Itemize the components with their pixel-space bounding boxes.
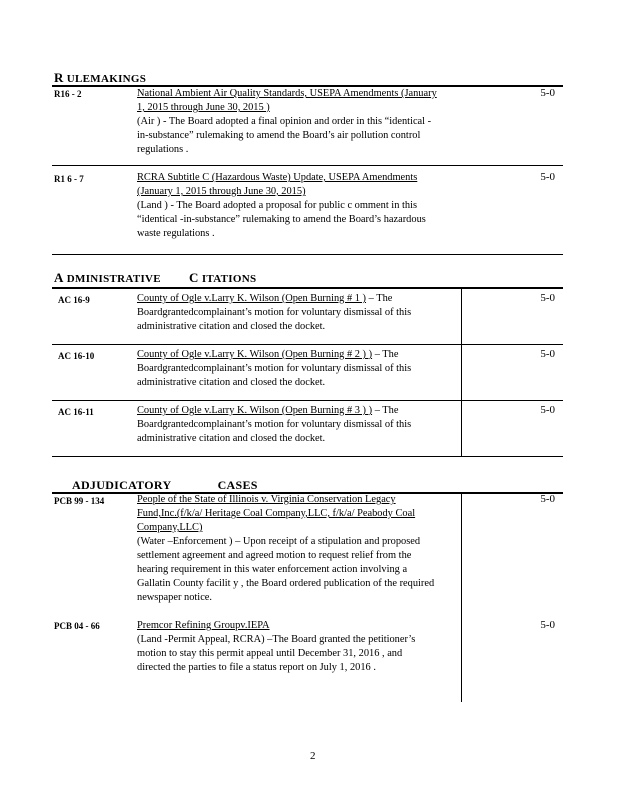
rulemaking-entry xyxy=(137,87,437,157)
citation-entry xyxy=(137,348,437,390)
divider xyxy=(52,400,563,401)
section-heading-administrative-citations: A DMINISTRATIVE C ITATIONS xyxy=(54,270,257,285)
divider xyxy=(52,456,563,457)
case-caption: County of Ogle v.Larry K. Wilson (Open Burning # 3 ) ) xyxy=(137,405,373,416)
rulemaking-entry xyxy=(137,171,437,241)
vote-column-rule xyxy=(461,287,462,457)
vote-count: 5-0 xyxy=(540,348,555,360)
vote-count: 5-0 xyxy=(540,493,555,505)
case-caption: People of the State of Illinois v. Virginia Conservation Legacy Fund,Inc.(f/k/a/ Heritage Coal Company,LLC, f/k/a/ Peabody Coal Company,LLC) xyxy=(137,494,416,533)
citation-entry xyxy=(137,404,437,446)
vote-column-rule xyxy=(461,492,462,702)
docket-number: AC 16-11 xyxy=(58,407,94,417)
case-entry xyxy=(137,619,437,675)
case-caption: National Ambient Air Quality Standards, USEPA Amendments (January 1, 2015 through June 30, 2015 ) xyxy=(137,88,437,113)
vote-count: 5-0 xyxy=(540,404,555,416)
case-summary: (Water –Enforcement ) – Upon receipt of a stipulation and proposed settlement agreement and agreed motion to request relief from the hearing requirement in this water enforcement action involving a Gallatin County facilit y , the Board ordered publication of the required newspaper notice. xyxy=(137,536,435,603)
case-entry xyxy=(137,493,437,605)
case-caption: County of Ogle v.Larry K. Wilson (Open Burning # 1 ) xyxy=(137,293,367,304)
docket-number: AC 16-10 xyxy=(58,351,95,361)
case-summary: (Land ) - The Board adopted a proposal for public c omment in this “identical -in-substance” rulemaking to amend the Board’s hazardous waste regulations . xyxy=(137,200,426,239)
case-summary: (Land -Permit Appeal, RCRA) –The Board granted the petitioner’s motion to stay this permit appeal until December 31, 2016 , and directed the parties to file a status report on July 1, 2016 . xyxy=(137,634,416,673)
case-caption: RCRA Subtitle C (Hazardous Waste) Update, USEPA Amendments (January 1, 2015 through June 30, 2015) xyxy=(137,172,418,197)
docket-number: AC 16-9 xyxy=(58,295,90,305)
divider xyxy=(52,344,563,345)
case-caption: County of Ogle v.Larry K. Wilson (Open Burning # 2 ) ) xyxy=(137,349,373,360)
docket-number: PCB 99 - 134 xyxy=(54,496,105,506)
section-heading-adjudicatory-cases: ADJUDICATORY CASES xyxy=(72,478,258,492)
case-summary: (Air ) - The Board adopted a final opinion and order in this “identical -in-substance” rulemaking to amend the Board’s air pollution control regulations . xyxy=(137,116,432,155)
section-heading-rulemakings: R ULEMAKINGS xyxy=(54,70,147,85)
docket-number: R1 6 - 7 xyxy=(54,174,84,184)
case-caption: Premcor Refining Groupv.IEPA xyxy=(137,620,270,631)
docket-number: R16 - 2 xyxy=(54,89,82,99)
divider xyxy=(52,287,563,289)
case-summary: – The Boardgrantedcomplainant’s motion for voluntary dismissal of this administrative citation and closed the docket. xyxy=(137,293,412,332)
divider xyxy=(52,165,563,166)
vote-count: 5-0 xyxy=(540,171,555,183)
citation-entry xyxy=(137,292,437,334)
vote-count: 5-0 xyxy=(540,619,555,631)
case-summary: – The Boardgrantedcomplainant’s motion for voluntary dismissal of this administrative citation and closed the docket. xyxy=(137,405,412,444)
case-summary: – The Boardgrantedcomplainant’s motion for voluntary dismissal of this administrative citation and closed the docket. xyxy=(137,349,412,388)
vote-count: 5-0 xyxy=(540,292,555,304)
docket-number: PCB 04 - 66 xyxy=(54,621,100,631)
page-number: 2 xyxy=(310,750,316,762)
divider xyxy=(52,254,563,255)
vote-count: 5-0 xyxy=(540,87,555,99)
